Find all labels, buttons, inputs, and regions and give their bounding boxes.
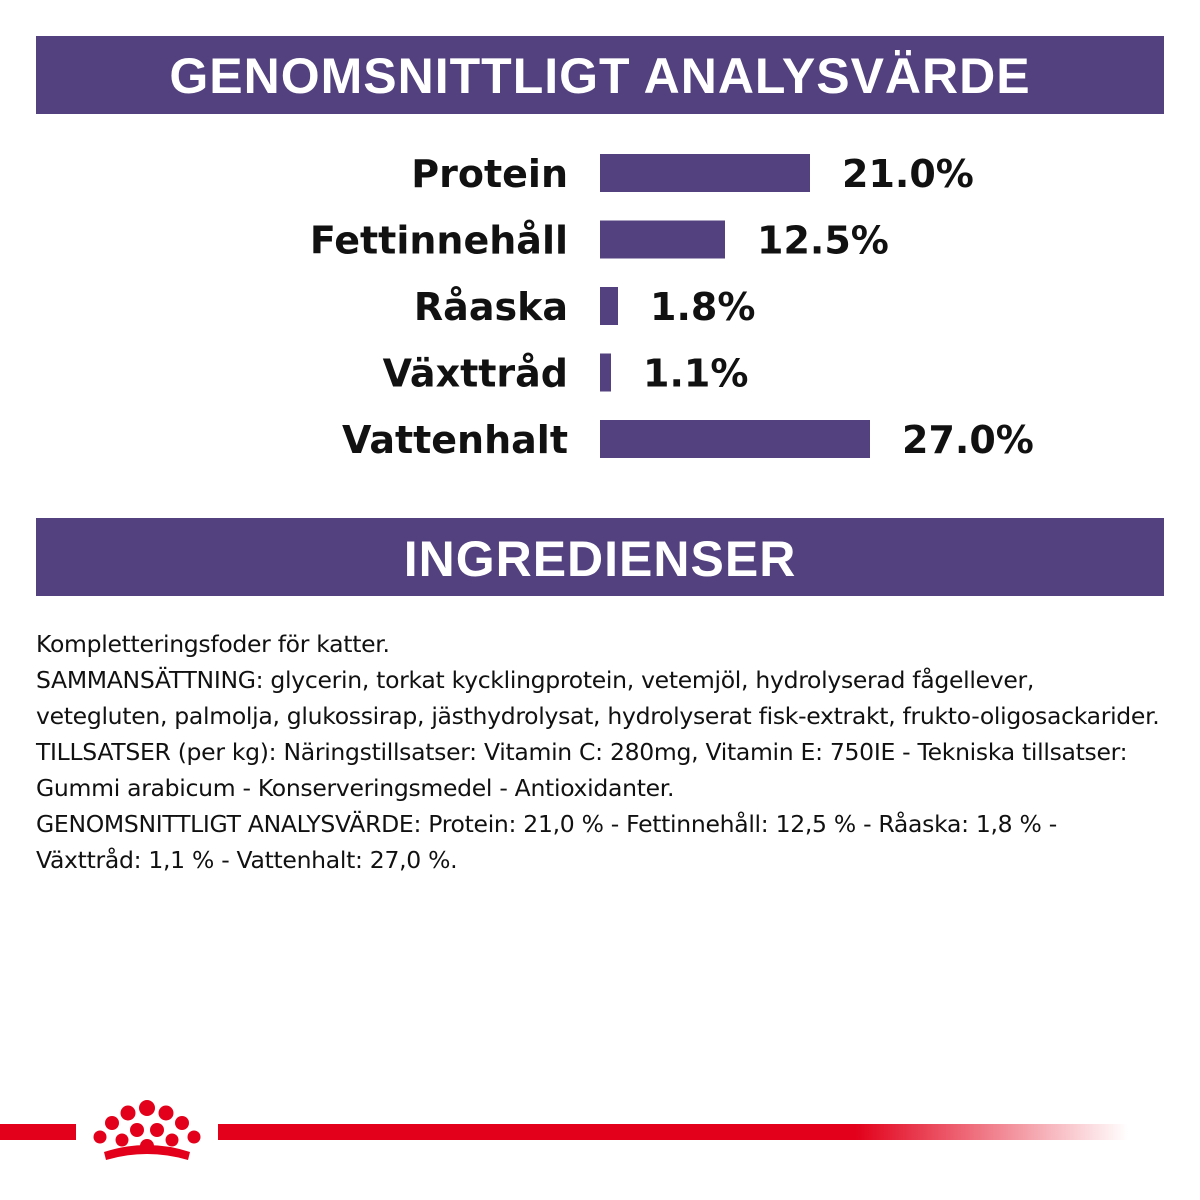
value-label-vattenhalt: 27.0%	[902, 418, 1034, 462]
ingredients-text	[36, 626, 1164, 878]
value-label-protein: 21.0%	[842, 152, 974, 196]
bar-fettinnehall	[600, 221, 725, 259]
footer-red-line-left	[0, 1124, 76, 1140]
bar-protein	[600, 154, 810, 192]
category-label-fettinnehall: Fettinnehåll	[309, 218, 568, 263]
bar-vattenhalt	[600, 420, 870, 458]
bar-raaska	[600, 287, 618, 325]
royal-canin-crown-icon	[82, 1094, 212, 1170]
analysis-heading: GENOMSNITTLIGT ANALYSVÄRDE	[36, 36, 1164, 114]
ingredients-line: TILLSATSER (per kg): Näringstillsatser: Vitamin C: 280mg, Vitamin E: 750IE - Tekniska tillsatser: Gummi arabicum - Konserveringsmedel - Antioxidanter.	[36, 738, 1128, 802]
bar-vaxttrad	[600, 354, 611, 392]
category-label-vaxttrad: Växttråd	[382, 351, 568, 396]
value-label-raaska: 1.8%	[650, 285, 756, 329]
ingredients-line: Kompletteringsfoder för katter.	[36, 630, 390, 658]
brand-footer	[0, 1090, 1200, 1170]
category-label-raaska: Råaska	[413, 285, 568, 329]
value-label-fettinnehall: 12.5%	[757, 218, 889, 263]
ingredients-line: SAMMANSÄTTNING: glycerin, torkat kycklingprotein, vetemjöl, hydrolyserad fågellever, vetegluten, palmolja, glukossirap, jästhydrolysat, hydrolyserat fisk-extrakt, frukto-oligosackarider.	[36, 666, 1160, 730]
category-label-vattenhalt: Vattenhalt	[341, 418, 568, 462]
footer-red-line-right	[218, 1124, 1128, 1140]
value-label-vaxttrad: 1.1%	[643, 351, 749, 396]
analysis-bar-chart	[0, 130, 1200, 490]
category-label-protein: Protein	[411, 152, 568, 196]
ingredients-heading: INGREDIENSER	[36, 518, 1164, 596]
ingredients-line: GENOMSNITTLIGT ANALYSVÄRDE: Protein: 21,0 % - Fettinnehåll: 12,5 % - Råaska: 1,8 % - Växttråd: 1,1 % - Vattenhalt: 27,0 %.	[36, 810, 1057, 874]
